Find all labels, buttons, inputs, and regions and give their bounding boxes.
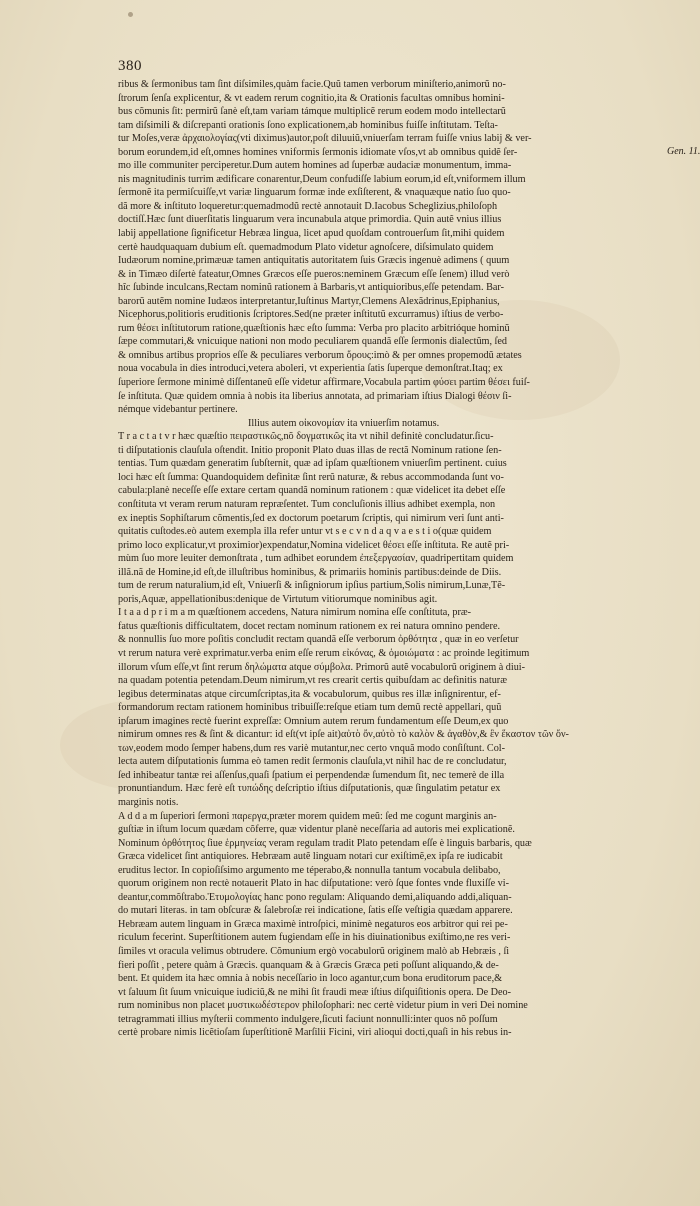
text-line: quorum originem non rectè notauerit Plato in hac diſputatione: verò ſque fontes vnde fluxiſſe vi- xyxy=(118,878,509,890)
text-line: & omnibus artibus proprios eſſe & peculiares verborum ὅρους:imò & per omnes propemodũ ætates xyxy=(118,349,522,361)
text-line: doctiſſ.Hæc ſunt diuerſitatis linguarum vera incunabula atque primordia. Quin autẽ vnius illius xyxy=(118,214,502,226)
text-line: borum eorundem,id eſt,omnes homines vniformis ſermonis idiomate vſos,vt ab omnibus quidẽ ſer- xyxy=(118,146,518,158)
text-line: ſæpe commutari,& vnicuique nationi non modo peculiarem quandã eſſe ſermonis dialectũm, ſed xyxy=(118,336,508,348)
text-line: dã more & inſtituto loqueretur:quemadmodũ rectè annotauit D.Iacobus Scheglizius,philoſoph xyxy=(118,200,498,212)
marginal-note: Gen. 11. xyxy=(667,146,700,157)
text-line: ſimiles vt oracula velimus obtrudere. Cõmunium ergò vocabulorũ originem malò ab Hebræis , ſi xyxy=(118,946,510,957)
text-line: vt rerum natura verè exprimatur.verba enim eſſe rerum εἰκόνας, & ὁμοιώματα : ac proinde legitimum xyxy=(118,647,530,659)
text-line: mùm ſuo more leuiter demonſtrata , tum adhibet eorundem ἐπεξεργασίαν, quadripertitam quidem xyxy=(118,553,514,565)
text-line: Hebræam autem linguam in Græca maximè introſpici, minimè negaturos eos arbitror qui rei pe- xyxy=(118,918,508,930)
text-line: na quadam potentia petendam.Deum nimirum,vt res crearit certis quibuſdam ac definitis naturæ xyxy=(118,675,507,687)
text-line: fatus quæſtionis difficultatem, docet rectam nominum rationem ex rei natura omnino pendere. xyxy=(118,620,501,632)
text-line: nis magnitudinis turrim ædificare conarentur,Deum confudiſſe labium eorum,id eſt,vniformem illum xyxy=(118,173,526,185)
text-line: ti diſputationis clauſula oſtendit. Initio proponit Plato duas illas de rectã Nominum ratione ſen- xyxy=(118,444,502,456)
text-line: ipſarum imagines rectè fuerint expreſſæ: Omnium autem rerum fundamentum eſſe Deum,ex quo xyxy=(118,715,509,727)
text-line: do mutari literas. in tam obſcuræ & ſalebroſæ rei indicatione, ſatis eſſe veſtigia quædam apparere. xyxy=(118,905,513,917)
text-line: lecta autem diſputationis ſumma eò tamen redit ſermonis clauſula,vt nihil hac de re concludatur, xyxy=(118,756,507,768)
text-line: Nominum ὀρθότητος ſiue ἑρμηνείας veram regulam tradit Plato petendam eſſe è linguis barbaris, quæ xyxy=(118,837,532,849)
ink-spot xyxy=(128,12,133,17)
text-line: quitatis cuſtodes.eò autem exempla illa refer untur vt s e c v n d a q v a e s t i o(quæ quidem xyxy=(118,526,492,538)
text-line: pronuntiandum. Hæc ferè eſt τυπώδης deſcriptio iſtius diſputationis, quæ ſingulatim petatur ex xyxy=(118,783,501,795)
text-line: Græca videlicet ſint antiquiores. Hebræam autẽ linguam notari cur exiſtimẽ,ex ipſa re iudicabit xyxy=(118,851,503,863)
text-line: barorũ autẽm nomine Iudæos interpretantur,Iuſtinus Martyr,Clemens Alexãdrinus,Epiphanius, xyxy=(118,295,500,307)
text-line: nimirum omnes res & ſint & dicantur: id eſt(vt ipſe ait)αὐτὸ ὄν,αὐτὸ τὸ καλὸν & ἀγαθὸν,& ἓν ἕκαστον τῶν ὄν- xyxy=(118,729,569,741)
text-line: ſtrorum ſenſa explicentur, & vt eadem rerum cognitio,ita & Orationis facultas omnibus homini- xyxy=(118,92,505,104)
text-line: Nicephorus,politioris eruditionis ſcriptores.Sed(ne præter inſtitutũ excurramus) iſtius de verbo- xyxy=(118,309,504,321)
text-line: certè probare nimis licẽtioſam ſuperſtitionẽ Marſilii Ficini, viri alioqui docti,quaſi in his rebus in- xyxy=(118,1027,512,1039)
text-line: bent. Et quidem ita hæc omnia à nobis neceſſario in loco agantur,cum bona eruditorum pace,& xyxy=(118,973,503,985)
text-line: Iudæorum nomine,primæuæ tamen antiquitatis autoritatem ſuis Græcis ingenuè adimens ( quum xyxy=(118,255,510,267)
text-line: noua vocabula in dies introduci,vetera aboleri, vt experientia ſatis ſuperque demonſtrat.Itaq; ex xyxy=(118,363,503,375)
text-line: certè haudquaquam dubium eſt. quemadmodum Plato videtur agnoſcere, diſsimulato quidem xyxy=(118,241,494,253)
text-line: legibus determinatas atque circumſcriptas,ita & vocabulorum, quibus res illæ inſignirentur, ef- xyxy=(118,688,501,700)
text-line: & in Timæo diſertè fateatur,Omnes Græcos eſſe pueros:neminem Græcum eſſe ſenem) illud verò xyxy=(118,268,510,280)
text-line: mo ille communiter perciperetur.Dum autem homines ad ſuperbæ audaciæ monumentum, imma- xyxy=(118,160,512,172)
text-line: tentias. Tum quædam generatim ſubſternit, quæ ad ipſam quæſtionem vniuerſim pertinent. cuius xyxy=(118,458,507,470)
text-line: A d d a m ſuperiori ſermoni παρεργα,præter morem quidem meũ: ſed me cogunt marginis an- xyxy=(118,810,497,822)
text-line: formandorum rectam rationem hominibus tribuiſſe:reſque etiam tum demũ rectè appellari, quũ xyxy=(118,702,502,714)
text-line: ribus & ſermonibus tam ſint diſsimiles,quàm facie.Quũ tamen verborum miniſterio,animorũ no- xyxy=(118,79,506,90)
text-line: illã.nã de Homine,id eſt,de illuſtribus hominibus, & primariis hominis partibus:deinde de Diis. xyxy=(118,566,502,578)
text-line: deantur,commõſtrabo.Ἐτυμολογίας hanc pono regulam: Aliquando demi,aliquando addi,aliquan- xyxy=(118,891,512,903)
text-line: labij appellatione ſignificetur Hebræa lingua, licet apud quoſdam controuerſum ſit,mihi quidem xyxy=(118,228,505,240)
text-line: ſuperiore ſermone minimè diſſentaneũ eſſe videtur affirmare,Vocabula partim φύσει partim θέσει fuiſ- xyxy=(118,377,530,389)
text-line: ſermonẽ ita permiſcuiſſe,vt variæ linguarum formæ inde exſiſterent, & vnaquæque natio ſuo quo- xyxy=(118,187,511,199)
page-number: 380 xyxy=(118,58,142,74)
text-line: rum nominibus non placet μυστικωδέστερον philoſophari: nec certè videtur pium in veri Dei nomine xyxy=(118,1000,528,1012)
text-line: bus cõmunis ſit: permirũ ſanè eſt,tam variam támque multiplicẽ rerum eodem modo intellectarũ xyxy=(118,106,506,118)
text-line: cabula:planè neceſſe eſſe extare certam quandã nominum rationem : quæ videlicet ita debet eſſe xyxy=(118,485,506,497)
text-line: conſtituta vt veram rerum naturam repræſentet. Tum concluſionis illius adhibet exempla, non xyxy=(118,498,496,510)
body-text xyxy=(118,78,666,1040)
text-line: poris,Aquæ, appellationibus:denique de Virtutum vitiorumque nominibus agit. xyxy=(118,593,438,605)
text-line: riculum fecerint. Superſtitionem autem fugiendam eſſe in his diuinationibus exiſtimo,ne res veri- xyxy=(118,932,511,944)
text-line: ſe inſtituta. Quæ quidem omnia à nobis ita liberius annotata, ad primariam iſtius Dialogi θέσιν ſi- xyxy=(118,390,512,402)
text-line: guſtiæ in iſtum locum quædam cõferre, quæ videntur planè neceſſaria ad autoris mei explicationẽ. xyxy=(118,824,515,836)
text-line: I t a a d p r i m a m quæſtionem accedens, Natura nimirum nomina eſſe conſtituta, præ- xyxy=(118,607,472,619)
text-line: T r a c t a t v r hæc quæſtio πειραστικῶς,nõ δογματικῶς ita vt nihil definitè concludatur.ſicu- xyxy=(118,431,494,443)
text-line: némque videbantur pertinere. xyxy=(118,404,238,416)
text-line: vt ſaluum ſit ſuum vnicuique iudiciũ,& ne mihi ſit fraudi meæ iſtius diſquiſitionis opera. De Deo- xyxy=(118,986,512,998)
text-line: tur Moſes,veræ ἀρχαιολογίας(vti diximus)autor,poſt diluuiũ,vniuerſam terram fuiſſe vnius labij & ver- xyxy=(118,133,532,145)
text-line: rum θέσει inſtitutorum ratione,quæſtionis hæc eſto ſumma: Verba pro placito arbitrióque hominũ xyxy=(118,322,510,334)
text-line: tam diſsimili & diſcrepanti orationis ſono explicationem,ab hominibus fuiſſe inſtitutam. Teſta- xyxy=(118,119,498,131)
text-line: illorum vſum eſſe,vt ſint rerum δηλώματα atque σύμβολα. Primorũ autẽ vocabulorũ originem à diui- xyxy=(118,661,526,673)
text-line: marginis notis. xyxy=(118,796,179,808)
text-line: hîc ſubinde inculcans,Rectam nominũ rationem à Barbaris,vt antiquioribus,eſſe petendam. Bar- xyxy=(118,282,504,294)
text-line: eruditus lector. In copioſiſsimo argumento me téperabo,& nonnulla tantum vocabula delibabo, xyxy=(118,864,501,876)
text-line: fieri poſſit , petere quàm à Græcis. quanquam & à Græcis Græca peti poſſunt aliquando,& de- xyxy=(118,959,499,971)
text-line: tetragrammati illius myſterii commento indulgere,ſicuti faciunt nonnulli:inter quos nõ poſſum xyxy=(118,1013,498,1025)
text-line: & nonnullis ſuo more poſitis concludit rectam quandã eſſe verborum ὀρθότητα , quæ in eo verſetur xyxy=(118,634,519,646)
text-line: των,eodem modo ſemper habens,dum res variè mutantur,nec certo vnquã modo conſiſtunt. Col- xyxy=(118,742,506,754)
text-line: loci hæc eſt ſumma: Quandoquidem definitæ ſint rerũ naturæ, & rebus accommodanda ſunt vo- xyxy=(118,471,504,483)
text-line: ex ineptis Sophiſtarum cõmentis,ſed ex doctorum poetarum ſcriptis, qui nimirum veri ſunt anti- xyxy=(118,512,504,524)
text-line: tum de rerum naturalium,id eſt, Vniuerſi & inſigniorum ipſius partium,Solis nimirum,Lunæ,Tẽ- xyxy=(118,580,506,592)
text-line: ſed inhibeatur tantæ rei aſſenſus,quaſi ſpatium ei perpendendæ ſumendum ſit, nec temerè de illa xyxy=(118,769,505,781)
text-line: primo loco explicatur,vt proximior)expendatur,Nomina videlicet θέσει eſſe inſtituta. Re autẽ pri- xyxy=(118,539,510,551)
text-line: Illius autem οἰκονομίαν ita vniuerſim notamus. xyxy=(248,417,440,429)
